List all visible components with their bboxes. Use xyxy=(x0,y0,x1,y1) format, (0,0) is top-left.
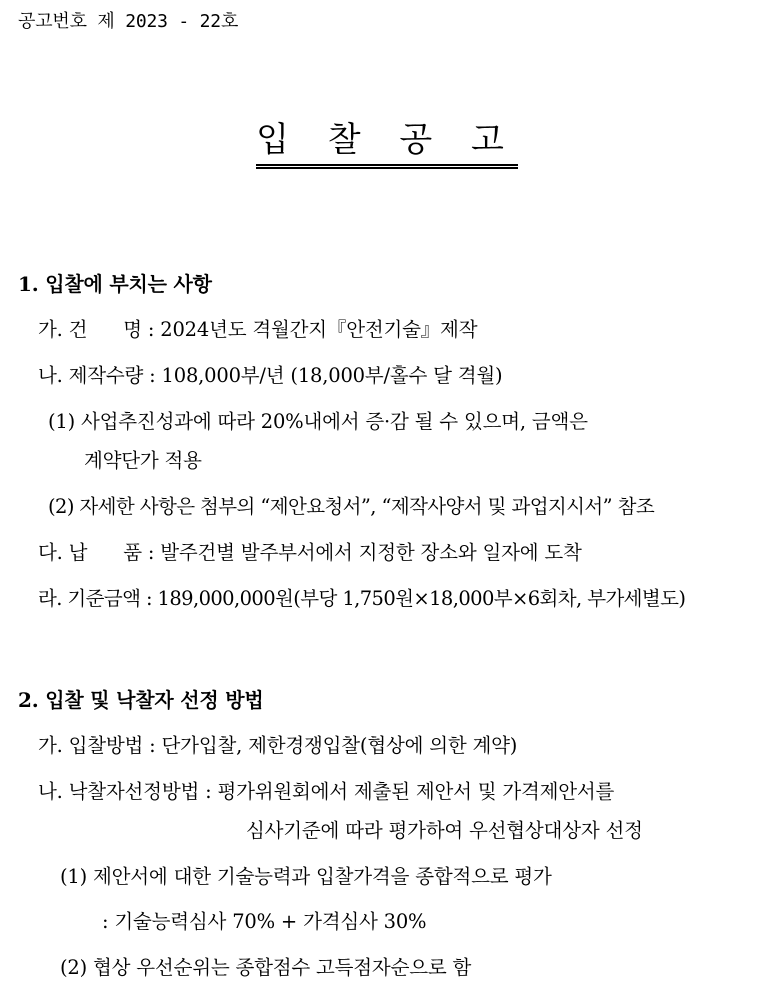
section-1-item-na: 나. 제작수량 : 108,000부/년 (18,000부/홀수 달 격월) xyxy=(38,364,503,387)
section-2-sub-1-detail: : 기술능력심사 70% + 가격심사 30% xyxy=(102,910,427,933)
section-2-heading: 2. 입찰 및 낙찰자 선정 방법 xyxy=(18,688,264,712)
section-2-sub-1: (1) 제안서에 대한 기술능력과 입찰가격을 종합적으로 평가 xyxy=(60,865,552,888)
section-1-sub-1-line-1: (1) 사업추진성과에 따라 20%내에서 증·감 될 수 있으며, 금액은 xyxy=(48,410,588,433)
section-1-item-da: 다. 납 품 : 발주건별 발주부서에서 지정한 장소와 일자에 도착 xyxy=(38,541,582,564)
page-title xyxy=(0,118,760,169)
section-1-item-ra: 라. 기준금액 : 189,000,000원(부당 1,750원×18,000부×6회차, 부가세별도) xyxy=(38,587,686,610)
section-2-item-na-line-2: 심사기준에 따라 평가하여 우선협상대상자 선정 xyxy=(246,819,643,842)
section-1-sub-1-line-2: 계약단가 적용 xyxy=(84,449,202,472)
notice-number: 공고번호 제 2023 - 22호 xyxy=(18,11,239,32)
section-2-sub-2: (2) 협상 우선순위는 종합점수 고득점자순으로 함 xyxy=(60,956,472,979)
section-1-sub-2: (2) 자세한 사항은 첨부의 “제안요청서”, “제작사양서 및 과업지시서” 참조 xyxy=(48,495,655,518)
section-2-item-ga: 가. 입찰방법 : 단가입찰, 제한경쟁입찰(협상에 의한 계약) xyxy=(38,734,518,757)
section-1-heading: 1. 입찰에 부치는 사항 xyxy=(18,272,212,296)
section-2-item-na-line-1: 나. 낙찰자선정방법 : 평가위원회에서 제출된 제안서 및 가격제안서를 xyxy=(38,780,615,803)
section-1-item-ga: 가. 건 명 : 2024년도 격월간지『안전기술』제작 xyxy=(38,318,478,341)
page-title-text: 입 찰 공 고 xyxy=(256,118,518,169)
